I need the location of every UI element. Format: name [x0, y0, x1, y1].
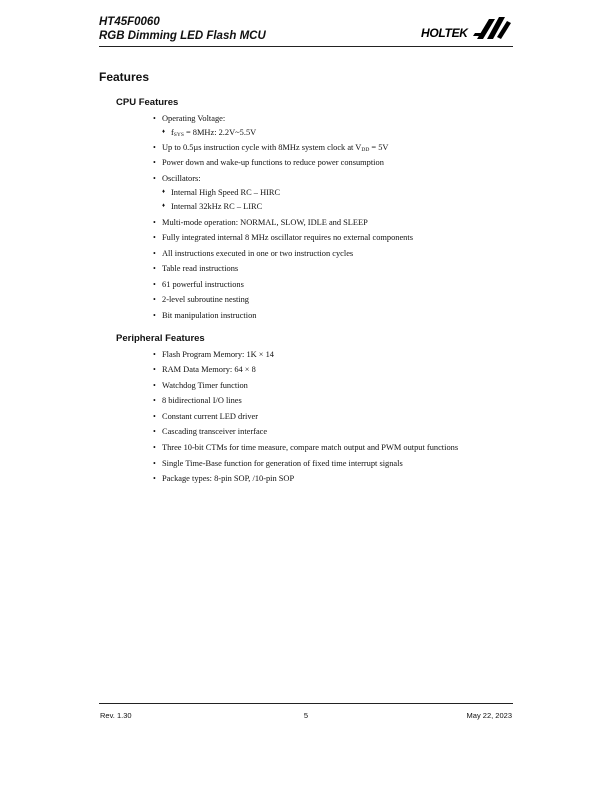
holtek-logo	[421, 13, 513, 45]
bullet-icon: •	[153, 350, 156, 359]
page-number: 5	[303, 711, 309, 720]
page-footer	[99, 703, 513, 724]
bullet-icon: •	[153, 311, 156, 320]
diamond-bullet-icon: ♦	[162, 129, 166, 135]
cpu-features-heading: CPU Features	[116, 97, 179, 108]
logo-text: HOLTEK	[421, 26, 468, 40]
revision-date: May 22, 2023	[466, 711, 512, 720]
bullet-icon: •	[153, 474, 156, 483]
bullet-icon: •	[153, 114, 156, 123]
bullet-icon: •	[153, 295, 156, 304]
header-subtitle: RGB Dimming LED Flash MCU	[99, 30, 266, 42]
diamond-bullet-icon: ♦	[162, 203, 166, 209]
logo-mark-icon	[473, 13, 513, 43]
bullet-icon: •	[153, 233, 156, 242]
bullet-icon: •	[153, 412, 156, 421]
bullet-icon: •	[153, 218, 156, 227]
header-title: HT45F0060	[99, 16, 160, 28]
bullet-icon: •	[153, 459, 156, 468]
bullet-icon: •	[153, 174, 156, 183]
bullet-icon: •	[153, 365, 156, 374]
bullet-icon: •	[153, 396, 156, 405]
bullet-icon: •	[153, 158, 156, 167]
page-header	[99, 15, 513, 47]
bullet-icon: •	[153, 264, 156, 273]
bullet-icon: •	[153, 280, 156, 289]
bullet-icon: •	[153, 443, 156, 452]
revision-label: Rev. 1.30	[100, 711, 132, 720]
bullet-icon: •	[153, 249, 156, 258]
diamond-bullet-icon: ♦	[162, 189, 166, 195]
bullet-icon: •	[153, 143, 156, 152]
peripheral-features-heading: Peripheral Features	[116, 333, 205, 344]
section-title: Features	[99, 70, 150, 84]
bullet-icon: •	[153, 427, 156, 436]
bullet-icon: •	[153, 381, 156, 390]
